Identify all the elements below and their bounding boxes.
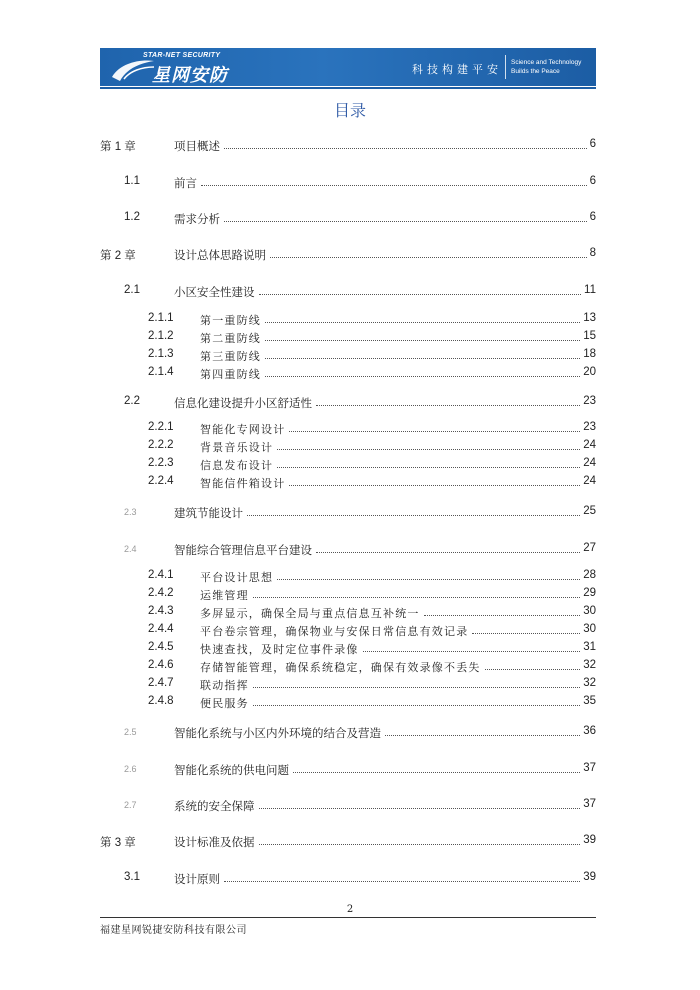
- toc-entry[interactable]: [100, 211, 596, 227]
- toc-dot-leader: [316, 552, 580, 553]
- toc-entry-number: 2.2.1: [148, 421, 174, 433]
- toc-dot-leader: [224, 221, 587, 222]
- toc-entry-page: 30: [583, 623, 596, 635]
- toc-entry[interactable]: [100, 587, 596, 603]
- toc-entry-page: 31: [583, 641, 596, 653]
- toc-entry[interactable]: [100, 725, 596, 741]
- toc-entry-label: 平台卷宗管理，确保物业与安保日常信息有效记录: [200, 625, 469, 638]
- toc-entry-label: 系统的安全保障: [174, 801, 255, 813]
- toc-entry[interactable]: [100, 641, 596, 657]
- toc-entry-page: 24: [583, 475, 596, 487]
- toc-entry-number: 2.1: [124, 284, 140, 296]
- toc-entry-label: 智能综合管理信息平台建设: [174, 545, 312, 557]
- footer-rule: [100, 917, 596, 918]
- toc-entry-number: 2.1.2: [148, 330, 174, 342]
- toc-entry-page: 8: [589, 247, 596, 259]
- toc-dot-leader: [259, 844, 580, 845]
- toc-entry-number: 2.2.2: [148, 439, 174, 451]
- toc-entry[interactable]: [100, 762, 596, 778]
- toc-entry[interactable]: [100, 395, 596, 411]
- toc-entry-page: 6: [589, 175, 596, 187]
- company-name: 福建星网锐捷安防科技有限公司: [100, 925, 247, 936]
- toc-entry-number: 1.1: [124, 175, 140, 187]
- toc-entry-label: 背景音乐设计: [200, 441, 274, 454]
- toc-entry-number: 2.2: [124, 395, 140, 407]
- toc-entry[interactable]: [100, 623, 596, 639]
- slogan-chinese: 科技构建平安: [412, 63, 502, 76]
- toc-entry-label: 设计标准及依据: [174, 837, 255, 849]
- toc-entry-number: 2.5: [124, 727, 137, 737]
- slogan-english: [511, 58, 581, 76]
- toc-dot-leader: [253, 687, 580, 688]
- toc-entry-label: 需求分析: [174, 214, 220, 226]
- toc-entry[interactable]: [100, 247, 596, 263]
- toc-dot-leader: [277, 449, 580, 450]
- toc-dot-leader: [472, 633, 580, 634]
- toc-entry-page: 36: [583, 725, 596, 737]
- toc-dot-leader: [277, 467, 580, 468]
- toc-entry-page: 15: [583, 330, 596, 342]
- toc-dot-leader: [485, 669, 580, 670]
- toc-entry[interactable]: [100, 798, 596, 814]
- toc-entry[interactable]: [100, 439, 596, 455]
- toc-entry-number: 第 2 章: [100, 250, 136, 262]
- toc-entry-page: 24: [583, 439, 596, 451]
- toc-entry[interactable]: [100, 677, 596, 693]
- toc-entry-label: 设计总体思路说明: [174, 250, 266, 262]
- toc-dot-leader: [259, 808, 580, 809]
- toc-entry-page: 32: [583, 677, 596, 689]
- toc-entry-number: 3.1: [124, 871, 140, 883]
- toc-entry[interactable]: [100, 175, 596, 191]
- toc-entry[interactable]: [100, 457, 596, 473]
- toc-entry[interactable]: [100, 605, 596, 621]
- logo-english-text: STAR-NET SECURITY: [143, 52, 221, 59]
- header-banner: [100, 48, 596, 86]
- toc-dot-leader: [253, 597, 580, 598]
- slogan-divider: [505, 55, 506, 79]
- toc-entry-label: 运维管理: [200, 589, 249, 602]
- toc-entry-number: 2.6: [124, 764, 137, 774]
- toc-entry-page: 20: [583, 366, 596, 378]
- toc-entry-page: 39: [583, 834, 596, 846]
- toc-entry-label: 前言: [174, 178, 197, 190]
- toc-entry-label: 项目概述: [174, 141, 220, 153]
- toc-entry[interactable]: [100, 138, 596, 154]
- toc-entry[interactable]: [100, 348, 596, 364]
- toc-entry-number: 第 1 章: [100, 141, 136, 153]
- toc-entry[interactable]: [100, 475, 596, 491]
- toc-entry-page: 11: [584, 284, 596, 296]
- slogan-english-line2: Builds the Peace: [511, 68, 560, 75]
- toc-entry-label: 第一重防线: [200, 314, 261, 327]
- toc-entry-label: 快速查找，及时定位事件录像: [200, 643, 359, 656]
- toc-entry-label: 多屏显示，确保全局与重点信息互补统一: [200, 607, 420, 620]
- header-rule: [100, 87, 596, 89]
- toc-entry-label: 智能信件箱设计: [200, 477, 286, 490]
- toc-entry-number: 2.3: [124, 507, 137, 517]
- toc-entry[interactable]: [100, 695, 596, 711]
- toc-entry-page: 30: [583, 605, 596, 617]
- toc-entry-page: 35: [583, 695, 596, 707]
- toc-entry[interactable]: [100, 659, 596, 675]
- toc-dot-leader: [224, 148, 587, 149]
- toc-entry-page: 37: [583, 762, 596, 774]
- toc-entry-number: 2.2.4: [148, 475, 174, 487]
- toc-entry-number: 2.4.2: [148, 587, 174, 599]
- toc-entry-number: 2.1.4: [148, 366, 174, 378]
- toc-dot-leader: [201, 185, 587, 186]
- toc-entry-number: 2.4.6: [148, 659, 174, 671]
- toc-entry-number: 2.4.3: [148, 605, 174, 617]
- toc-dot-leader: [265, 322, 580, 323]
- toc-entry-page: 18: [583, 348, 596, 360]
- toc-dot-leader: [265, 376, 580, 377]
- toc-entry-label: 智能化专网设计: [200, 423, 286, 436]
- toc-entry-page: 29: [583, 587, 596, 599]
- toc-entry-page: 28: [583, 569, 596, 581]
- toc-entry-page: 23: [583, 421, 596, 433]
- toc-entry-number: 2.1.3: [148, 348, 174, 360]
- toc-entry-label: 平台设计思想: [200, 571, 274, 584]
- toc-entry-label: 便民服务: [200, 697, 249, 710]
- toc-title: 目录: [333, 101, 366, 120]
- toc-dot-leader: [289, 485, 580, 486]
- toc-entry-number: 2.1.1: [148, 312, 174, 324]
- toc-entry[interactable]: [100, 330, 596, 346]
- toc-dot-leader: [277, 579, 580, 580]
- toc-entry-page: 13: [583, 312, 596, 324]
- toc-entry-number: 第 3 章: [100, 837, 136, 849]
- toc-entry-page: 27: [583, 542, 596, 554]
- toc-entry-page: 24: [583, 457, 596, 469]
- toc-entry-label: 存储智能管理，确保系统稳定，确保有效录像不丢失: [200, 661, 481, 674]
- toc-dot-leader: [289, 431, 580, 432]
- company-logo: [110, 51, 260, 86]
- toc-dot-leader: [247, 515, 580, 516]
- logo-swoosh-icon: [110, 57, 156, 83]
- toc-entry[interactable]: [100, 366, 596, 382]
- toc-entry[interactable]: [100, 542, 596, 558]
- toc-entry-label: 设计原则: [174, 874, 220, 886]
- toc-dot-leader: [224, 881, 580, 882]
- toc-entry[interactable]: [100, 569, 596, 585]
- toc-dot-leader: [265, 340, 580, 341]
- toc-entry-label: 第四重防线: [200, 368, 261, 381]
- toc-entry-number: 1.2: [124, 211, 140, 223]
- toc-entry-number: 2.4.8: [148, 695, 174, 707]
- toc-entry-label: 第三重防线: [200, 350, 261, 363]
- toc-entry-number: 2.4: [124, 544, 137, 554]
- toc-entry-number: 2.4.4: [148, 623, 174, 635]
- toc-dot-leader: [259, 294, 581, 295]
- toc-entry-page: 6: [589, 211, 596, 223]
- toc-entry[interactable]: [100, 505, 596, 521]
- toc-entry-number: 2.4.1: [148, 569, 174, 581]
- toc-entry-number: 2.4.7: [148, 677, 174, 689]
- toc-entry-page: 37: [583, 798, 596, 810]
- toc-entry-page: 32: [583, 659, 596, 671]
- toc-dot-leader: [316, 405, 580, 406]
- toc-dot-leader: [265, 358, 580, 359]
- toc-dot-leader: [363, 651, 580, 652]
- toc-dot-leader: [385, 735, 580, 736]
- toc-entry-label: 信息化建设提升小区舒适性: [174, 398, 312, 410]
- toc-dot-leader: [424, 615, 580, 616]
- toc-entry-label: 智能化系统的供电问题: [174, 765, 289, 777]
- logo-chinese-text: 星网安防: [152, 65, 228, 86]
- toc-entry-number: 2.4.5: [148, 641, 174, 653]
- slogan-english-line1: Science and Technology: [511, 59, 582, 66]
- toc-dot-leader: [253, 705, 580, 706]
- toc-dot-leader: [270, 257, 587, 258]
- toc-entry[interactable]: [100, 312, 596, 328]
- toc-entry-label: 智能化系统与小区内外环境的结合及营造: [174, 728, 381, 740]
- toc-entry-label: 建筑节能设计: [174, 508, 243, 520]
- toc-dot-leader: [293, 772, 580, 773]
- toc-entry-label: 第二重防线: [200, 332, 261, 345]
- toc-entry[interactable]: [100, 421, 596, 437]
- toc-entry-number: 2.2.3: [148, 457, 174, 469]
- toc-entry-page: 6: [589, 138, 596, 150]
- toc-entry-label: 小区安全性建设: [174, 287, 255, 299]
- toc-entry[interactable]: [100, 834, 596, 850]
- toc-entry-page: 39: [583, 871, 596, 883]
- toc-entry-number: 2.7: [124, 800, 137, 810]
- page-number: 2: [346, 904, 354, 915]
- toc-entry-label: 联动指挥: [200, 679, 249, 692]
- toc-entry-page: 23: [583, 395, 596, 407]
- toc-entry-page: 25: [583, 505, 596, 517]
- toc-entry[interactable]: [100, 871, 596, 887]
- toc-entry-label: 信息发布设计: [200, 459, 274, 472]
- toc-entry[interactable]: [100, 284, 596, 300]
